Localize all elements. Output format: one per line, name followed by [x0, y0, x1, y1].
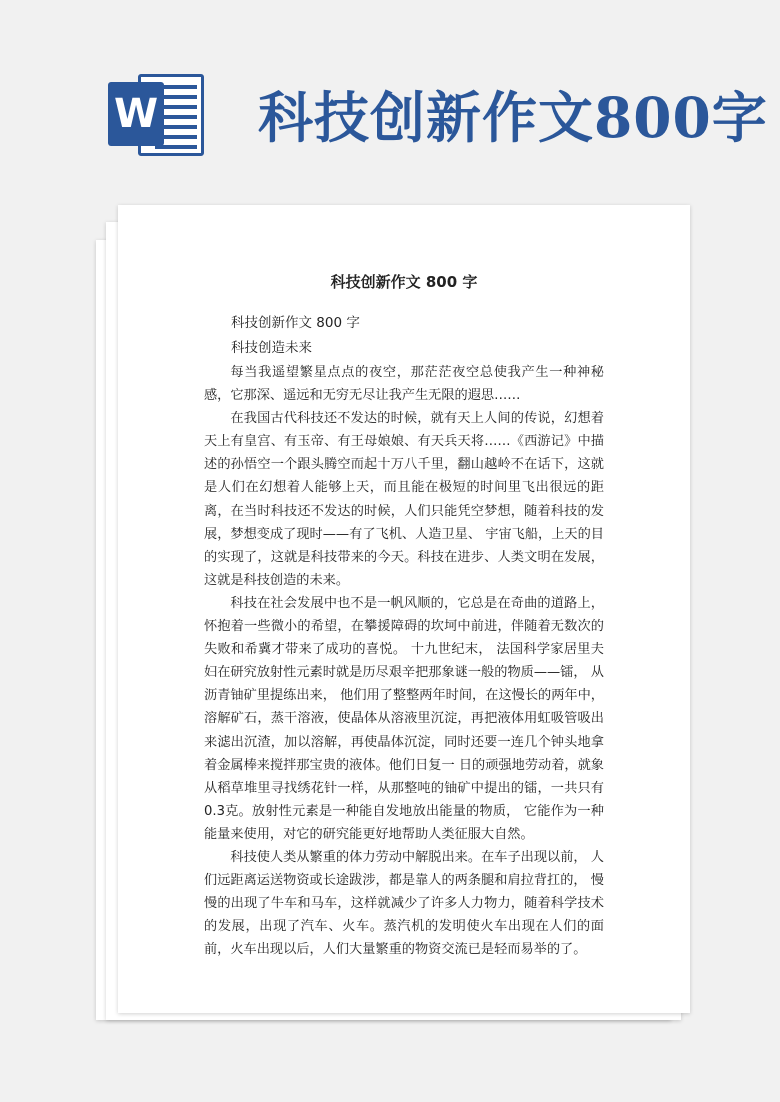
- document-title: 科技创新作文 800 字: [330, 273, 478, 291]
- document-topic: 科技创造未来: [231, 340, 312, 356]
- document-body: [204, 361, 604, 961]
- main-title: 科技创新作文800字: [258, 85, 768, 150]
- paragraph: 科技在社会发展中也不是一帆风顺的，它总是在奇曲的道路上，怀抱着一些微小的希望，在攀援障碍的坎坷中前进，伴随着无数次的失败和希冀才带来了成功的喜悦。 十九世纪末， 法国科学家居里夫妇在研究放射性元素时就是历尽艰辛把那象谜一般的物质——镭， 从沥青铀矿里提练出来， 他们用了整整两年时间，在这慢长的两年中， 溶解矿石，蒸干溶液，使晶体从溶液里沉淀，再把液体用虹吸管吸出来滤出沉渣，加以溶解，再使晶体沉淀，同时还要一连几个钟头地拿着金属棒来搅拌那宝贵的液体。他们日复一 日的顽强地劳动着，就象从稻草堆里寻找绣花针一样，从那整吨的铀矿中提出的镭，一共只有 0.3克。放射性元素是一种能自发地放出能量的物质， 它能作为一种能量来使用，对它的研究能更好地帮助人类征服大自然。: [204, 595, 604, 842]
- document-subtitle: 科技创新作文 800 字: [231, 315, 360, 331]
- document-content: [118, 205, 690, 1013]
- paragraph: 科技使人类从繁重的体力劳动中解脱出来。在车子出现以前， 人们远距离运送物资或长途跋涉，都是靠人的两条腿和肩拉背扛的， 慢慢的出现了牛车和马车，这样就减少了许多人力物力，随着科学技术的发展，出现了汽车、火车。蒸汽机的发明使火车出现在人们的面前，火车出现以后，人们大量繁重的物资交流已是轻而易举的了。: [204, 849, 604, 958]
- word-icon: [108, 68, 208, 160]
- paragraph: 每当我遥望繁星点点的夜空，那茫茫夜空总使我产生一种神秘感，它那深、遥远和无穷无尽让我产生无限的遐思……: [204, 365, 604, 404]
- paragraph: 在我国古代科技还不发达的时候，就有天上人间的传说，幻想着天上有皇宫、有玉帝、有王母娘娘、有天兵天将……《西游记》中描述的孙悟空一个跟头腾空而起十万八千里，翻山越岭不在话下，这就是人们在幻想着人能够上天，而且能在极短的时间里飞出很远的距离，在当时科技还不发达的时候，人们只能凭空梦想，随着科技的发展，梦想变成了现时——有了飞机、人造卫星、 宇宙飞船，上天的目的实现了，这就是科技带来的今天。科技在进步、人类文明在发展，这就是科技创造的未来。: [204, 411, 604, 588]
- word-logo-letter: W: [108, 82, 164, 146]
- header: [0, 0, 780, 200]
